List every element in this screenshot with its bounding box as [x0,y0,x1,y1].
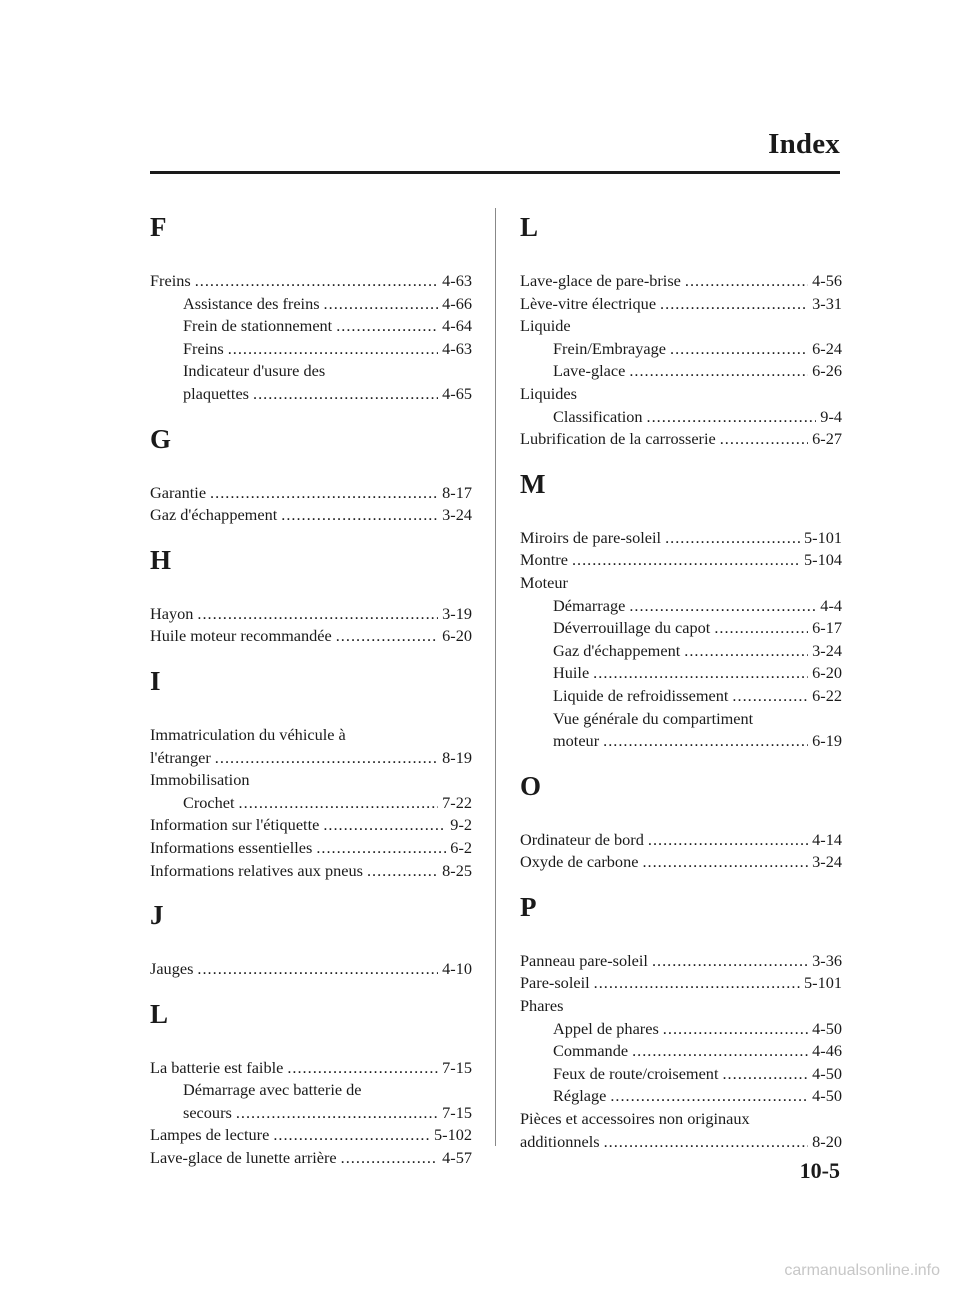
entry-label: Montre [520,550,568,570]
entry-label: Liquide de refroidissement [553,685,729,705]
index-entry [150,293,472,316]
dot-leader [648,829,808,852]
entry-label: secours [183,1102,232,1122]
dot-leader [629,595,816,618]
index-entry [520,995,842,1018]
index-entry [520,338,842,361]
entry-page-ref: 4-65 [442,383,472,403]
index-section [150,206,472,406]
entry-label: Démarrage [553,595,626,615]
section-letter: L [150,998,169,1029]
entry-page-ref: 4-14 [812,829,842,849]
dot-leader [629,360,808,383]
index-entry [520,315,842,338]
dot-leader [228,338,438,361]
entry-page-ref: 4-63 [442,338,472,358]
entry-label: Commande [553,1041,629,1061]
dot-leader [604,1131,809,1154]
entry-page-ref: 5-102 [434,1125,472,1145]
entry-page-ref: 4-10 [442,959,472,979]
index-entry [150,1079,472,1102]
index-entry [150,360,472,383]
dot-leader [594,972,800,995]
entry-label: Immatriculation du véhicule à [150,724,346,744]
index-entry [520,950,842,973]
entry-label: Moteur [520,572,568,592]
entry-label: Garantie [150,482,207,502]
dot-leader [239,792,439,815]
section-letter: I [150,665,161,696]
index-entry [150,270,472,293]
index-entry [520,662,842,685]
entry-label: moteur [553,731,600,751]
dot-leader [367,860,438,883]
index-section [150,418,472,527]
dot-leader [210,482,438,505]
index-entry [150,504,472,527]
entry-label: Lave-glace [553,361,626,381]
section-letter: H [150,544,172,575]
dot-leader [324,293,439,316]
index-entry [520,572,842,595]
entry-page-ref: 3-24 [812,852,842,872]
index-entry [150,860,472,883]
entry-label: Crochet [183,792,235,812]
dot-leader [603,730,808,753]
index-section [520,765,842,874]
entry-label: Ordinateur de bord [520,829,644,849]
entry-label: Immobilisation [150,770,250,790]
entry-label: Liquide [520,316,571,336]
dot-leader [685,270,808,293]
entry-page-ref: 5-101 [804,973,842,993]
dot-leader [197,603,438,626]
index-entry [150,603,472,626]
entry-page-ref: 3-31 [812,293,842,313]
entry-label: Appel de phares [553,1018,659,1038]
dot-leader [572,549,800,572]
dot-leader [660,293,808,316]
index-section [520,206,842,451]
entry-label: Lave-glace de lunette arrière [150,1148,337,1168]
entry-label: Lubrification de la carrosserie [520,429,716,449]
entry-page-ref: 6-19 [812,731,842,751]
index-entry [520,1063,842,1086]
column-divider [495,208,496,1146]
index-entry [150,383,472,406]
dot-leader [652,950,808,973]
entry-label: Freins [150,271,191,290]
entry-page-ref: 4-57 [442,1148,472,1168]
entry-page-ref: 6-22 [812,685,842,705]
entry-page-ref: 4-50 [812,1086,842,1106]
index-entry [520,1040,842,1063]
index-entry [520,972,842,995]
index-entry [150,769,472,792]
entry-label: Hayon [150,603,194,623]
index-entry [520,851,842,874]
dot-leader [714,617,808,640]
dot-leader [336,625,438,648]
index-entry [520,1108,842,1131]
index-entry [520,360,842,383]
entry-label: Vue générale du compartiment [553,708,754,728]
index-entry [520,383,842,406]
index-entry [150,1057,472,1080]
index-entry [520,1131,842,1154]
index-section [150,660,472,882]
section-letter: F [150,212,167,242]
index-section [150,993,472,1170]
entry-page-ref: 6-20 [442,626,472,646]
index-entry [150,837,472,860]
watermark-text: carmanualsonline.info [784,1262,940,1279]
index-entry [150,747,472,770]
entry-page-ref: 4-4 [820,595,842,615]
index-entry [520,1018,842,1041]
entry-page-ref: 8-25 [442,860,472,880]
entry-label: Panneau pare-soleil [520,950,648,970]
entry-page-ref: 8-20 [812,1131,842,1151]
dot-leader [316,837,446,860]
entry-page-ref: 6-2 [450,837,472,857]
index-section [150,539,472,648]
index-section [520,463,842,753]
section-letter: G [150,423,172,454]
entry-page-ref: 4-50 [812,1018,842,1038]
dot-leader [647,406,817,429]
entry-label: Assistance des freins [183,293,320,313]
entry-label: Gaz d'échappement [553,640,681,660]
dot-leader [665,527,800,550]
index-entry [150,724,472,747]
index-entry [520,829,842,852]
entry-label: Informations relatives aux pneus [150,860,363,880]
entry-label: Huile moteur recommandée [150,626,332,646]
entry-page-ref: 8-19 [442,747,472,767]
section-letter: L [520,212,539,242]
dot-leader [281,504,438,527]
entry-page-ref: 4-63 [442,271,472,290]
dot-leader [197,958,438,981]
header-rule [150,171,840,174]
dot-leader [273,1124,430,1147]
dot-leader [722,1063,808,1086]
entry-label: Freins [183,338,224,358]
entry-page-ref: 6-26 [812,361,842,381]
index-entry [520,527,842,550]
dot-leader [215,747,438,770]
entry-label: Gaz d'échappement [150,505,278,525]
entry-page-ref: 4-66 [442,293,472,313]
entry-label: Frein/Embrayage [553,338,667,358]
index-entry [520,595,842,618]
index-header-title: Index [768,128,840,160]
entry-page-ref: 7-22 [442,792,472,812]
entry-page-ref: 3-24 [812,640,842,660]
index-entry [520,685,842,708]
entry-page-ref: 9-2 [450,815,472,835]
index-entry [150,814,472,837]
entry-label: Informations essentielles [150,837,313,857]
entry-label: Pare-soleil [520,973,590,993]
entry-label: Jauges [150,959,194,979]
dot-leader [287,1057,438,1080]
entry-label: Réglage [553,1086,607,1106]
entry-page-ref: 6-20 [812,663,842,683]
index-entry [520,293,842,316]
index-entry [150,1147,472,1170]
entry-page-ref: 6-17 [812,618,842,638]
entry-label: Frein de stationnement [183,316,333,336]
index-entry [150,315,472,338]
entry-page-ref: 5-104 [804,550,842,570]
dot-leader [684,640,808,663]
entry-label: Information sur l'étiquette [150,815,320,835]
entry-label: Huile [553,663,590,683]
entry-label: Feux de route/croisement [553,1063,719,1083]
entry-label: l'étranger [150,747,211,767]
page-number: 10-5 [799,1158,840,1183]
index-entry [520,270,842,293]
index-entry [520,730,842,753]
index-entry [150,1102,472,1125]
index-entry [150,338,472,361]
dot-leader [610,1085,808,1108]
index-entry [150,792,472,815]
dot-leader [720,428,808,451]
entry-label: Pièces et accessoires non originaux [520,1109,750,1129]
index-entry [150,482,472,505]
entry-label: La batterie est faible [150,1057,284,1077]
entry-label: plaquettes [183,383,250,403]
entry-page-ref: 4-50 [812,1063,842,1083]
entry-label: Liquides [520,383,577,403]
dot-leader [323,814,446,837]
entry-label: Déverrouillage du capot [553,618,711,638]
dot-leader [195,270,438,293]
entry-page-ref: 7-15 [442,1102,472,1122]
section-letter: P [520,891,537,922]
index-entry [520,549,842,572]
index-entry [150,958,472,981]
dot-leader [341,1147,439,1170]
entry-label: Oxyde de carbone [520,852,639,872]
entry-page-ref: 6-24 [812,338,842,358]
dot-leader [663,1018,808,1041]
dot-leader [642,851,808,874]
entry-label: additionnels [520,1131,600,1151]
entry-page-ref: 8-17 [442,482,472,502]
index-entry [150,1124,472,1147]
entry-label: Démarrage avec batterie de [183,1080,362,1100]
entry-label: Lève-vitre électrique [520,293,657,313]
entry-label: Indicateur d'usure des [183,361,326,381]
dot-leader [632,1040,808,1063]
index-column-right [520,206,842,1165]
dot-leader [732,685,808,708]
entry-label: Miroirs de pare-soleil [520,527,662,547]
entry-label: Lave-glace de pare-brise [520,271,681,290]
entry-label: Lampes de lecture [150,1125,270,1145]
index-entry [150,625,472,648]
dot-leader [593,662,808,685]
index-entry [520,406,842,429]
entry-page-ref: 4-64 [442,316,472,336]
index-section [150,894,472,981]
entry-page-ref: 4-56 [812,271,842,290]
entry-page-ref: 6-27 [812,429,842,449]
entry-page-ref: 5-101 [804,527,842,547]
entry-page-ref: 4-46 [812,1041,842,1061]
entry-page-ref: 9-4 [820,406,842,426]
entry-label: Classification [553,406,643,426]
dot-leader [336,315,438,338]
index-entry [520,428,842,451]
entry-page-ref: 3-36 [812,950,842,970]
index-entry [520,640,842,663]
index-section [520,886,842,1153]
entry-page-ref: 3-19 [442,603,472,623]
section-letter: M [520,468,546,499]
entry-label: Phares [520,996,564,1016]
dot-leader [236,1102,438,1125]
section-letter: J [150,900,164,931]
index-entry [520,617,842,640]
dot-leader [670,338,808,361]
dot-leader [253,383,438,406]
index-entry [520,708,842,731]
index-entry [520,1085,842,1108]
index-column-left [150,206,472,1182]
entry-page-ref: 7-15 [442,1057,472,1077]
section-letter: O [520,770,542,801]
entry-page-ref: 3-24 [442,505,472,525]
